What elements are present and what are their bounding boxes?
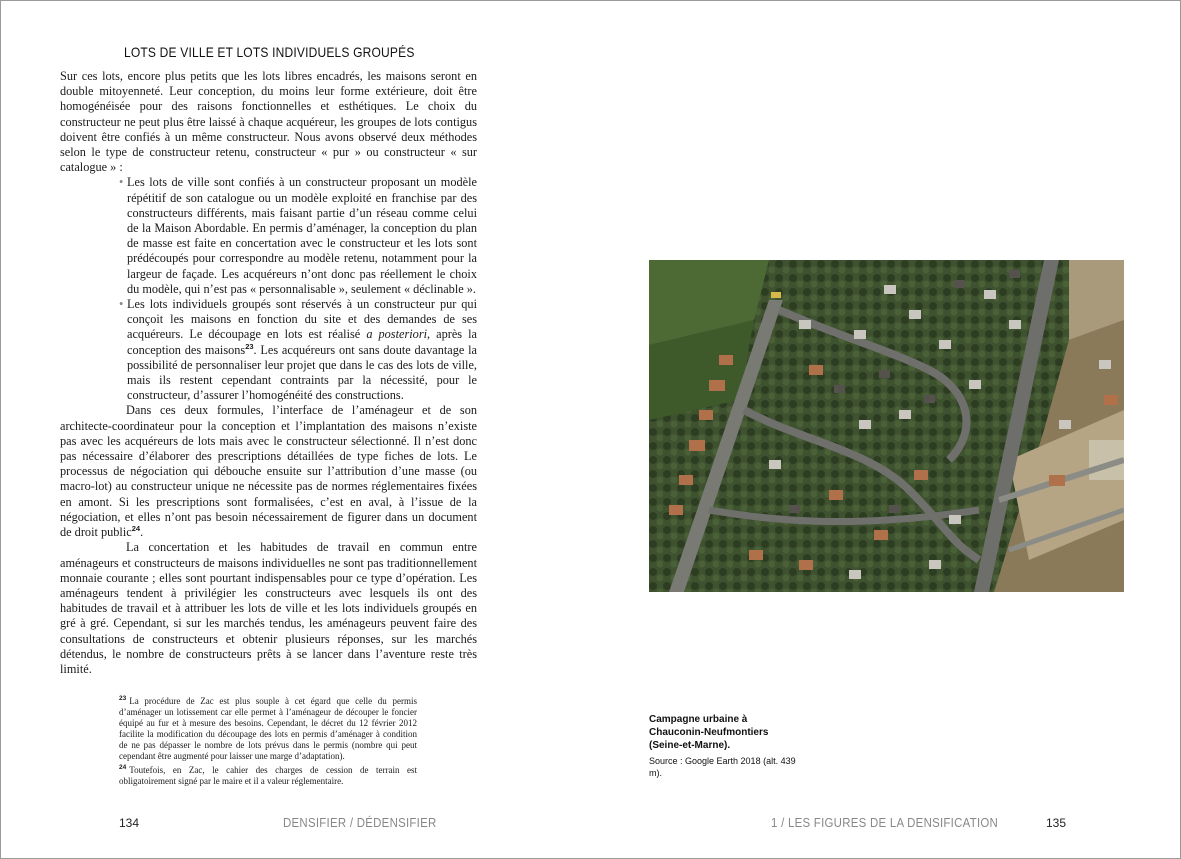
footnote-ref-23[interactable]: 23: [245, 341, 254, 351]
bullet-dot-icon: •: [119, 175, 124, 190]
page-number-right: 135: [1046, 816, 1067, 830]
bullet-item-lots-de-ville: [119, 175, 477, 297]
bullet-2-italic: a posteriori: [366, 327, 428, 342]
footnote-24: [119, 762, 417, 787]
bullet-item-lots-individuels: [119, 297, 477, 403]
running-head-left: DENSIFIER / DÉDENSIFIER: [283, 815, 437, 830]
paragraph-3: La concertation et les habitudes de travail en commun entre aménageurs et constructeurs de maisons individuelles ne sont pas traditionnellement monnaie courante ; elles sont pourtant indispensables pour ce type d’opération. Les aménageurs tendent à privilégier les constructeurs avec lesquels ils ont des habitudes de travail et à attribuer les lots de ville et les lots individuels groupés en gré à gré. Cependant, si sur les marchés tendus, les aménageurs peuvent faire des consultations de constructeurs et obtenir plusieurs réponses, sur les marchés détendus, le nombre de constructeurs prêts à se lancer dans l’aventure reste très limité.: [60, 540, 477, 676]
body-text: [60, 69, 477, 677]
footnote-number: 23: [119, 695, 127, 702]
footnotes: [119, 693, 417, 787]
paragraph-1: Sur ces lots, encore plus petits que les lots libres encadrés, les maisons seront en double mitoyenneté. Leur conception, du moins leur forme extérieure, doit être homogénéisée pour des raisons fonctionnelles et esthétiques. Le choix du constructeur ne peut plus être laissé à chaque acquéreur, les groupes de lots contigus doivent être confiés à un même constructeur. Nous avons observé deux méthodes selon le type de constructeur retenu, constructeur « pur » ou constructeur « sur catalogue » :: [60, 69, 477, 175]
bullet-2-text-c: . Les acquéreurs ont sans doute davantage la possibilité de personnaliser leur projet que dans le cas des lots de ville, mais ils restent cependant contraints par la nécessité, pour le constructeur, d’assurer l’homogénéité des constructions.: [127, 342, 477, 403]
bullet-2-text-b: , après la conception des maisons: [127, 327, 477, 357]
running-head-right: 1 / LES FIGURES DE LA DENSIFICATION: [771, 815, 999, 830]
paragraph-2-end: .: [140, 525, 144, 540]
bullet-2-text-a: Les lots individuels groupés sont réservés à un constructeur pur qui conçoit les maisons en fonction du site et des demandes de ses acquéreurs. Le découpage en lots est réalisé: [127, 297, 477, 342]
paragraph-2-text: Dans ces deux formules, l’interface de l’aménageur et de son architecte-coordinateur pour la conception et l’implantation des maisons n’existe pas avec les acquéreurs de lots mais avec le constructeur sélectionné. Il n’est donc pas nécessaire d’élaborer des prescriptions détaillées de type fiches de lots. Le processus de négociation qui débouche ensuite sur l’attribution d’une masse (ou macro-lot) au constructeur unique ne nécessite pas de normes réglementaires fixées en amont. Si les prescriptions sont formalisées, c’est en aval, à l’issue de la négociation, et elles n’ont pas besoin nécessairement de figurer dans un document de droit public: [60, 403, 477, 540]
caption-source: Source : Google Earth 2018 (alt. 439 m).: [649, 756, 796, 778]
aerial-photo-illustration: [649, 260, 1124, 592]
bullet-1-text: Les lots de ville sont confiés à un constructeur proposant un modèle répétitif de son catalogue ou un modèle exploité en franchise par des constructeurs différents, mais faisant partie d’un réseau comme celui de la Maison Abordable. En permis d’aménager, la conception du plan de masse est faite en concertation avec le constructeur et les lots sont prédécoupés pour correspondre au modèle retenu, notamment pour la largeur de façade. Les acquéreurs n’ont donc pas réellement le choix du modèle, qui n’est pas « personnalisable », seulement « déclinable ».: [127, 175, 477, 296]
caption-title: Campagne urbaine à Chauconin-Neufmontiers (Seine-et-Marne).: [649, 714, 769, 751]
section-heading: LOTS DE VILLE ET LOTS INDIVIDUELS GROUPÉS: [124, 44, 415, 60]
page-number-left: 134: [119, 816, 140, 830]
footnote-text: Toutefois, en Zac, le cahier des charges de cession de terrain est obligatoirement signé par le maire et il a valeur réglementaire.: [119, 765, 417, 786]
bullet-dot-icon: •: [119, 297, 124, 312]
paragraph-2: [60, 403, 477, 540]
footnote-text: La procédure de Zac est plus souple à cet égard que celle du permis d’aménager un lotissement car elle permet à l’aménageur de découper le foncier équipé au fur et à mesure des besoins. Cependant, le décret du 12 février 2012 facilite la modification du découpage des lots en permis d’aménager à condition de ne pas dépasser le nombre de lots prévus dans le permis (nombre qui peut cependant être augmenté pour laisser une marge d’adaptation).: [119, 696, 417, 761]
bullet-list: [60, 175, 477, 403]
photo-caption: [649, 713, 799, 779]
aerial-photo: [649, 260, 1124, 592]
footnote-23: [119, 693, 417, 762]
footnote-ref-24[interactable]: 24: [131, 524, 141, 533]
footnote-number: 24: [119, 764, 127, 771]
